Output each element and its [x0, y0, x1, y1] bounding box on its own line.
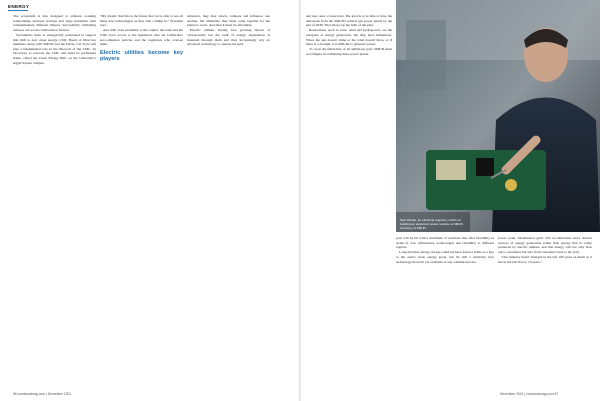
page-gutter [299, 0, 301, 401]
paragraph: and new ones or reservoirs. The goal is to be able to have the emissions from the SMUD's natural gas power plants by the end of 2030. That shows up the bulk of the plan. [306, 14, 392, 28]
paragraph: Renewables, such as solar, wind and hydropower, are the paragons of energy generation, but they have limitations. When the sun doesn't shine or the wind doesn't blow, or if there is a drought, it is difficult to generate power. [306, 28, 392, 47]
paragraph: "Our industry hasn't changed in the last 100 years as much as it has in the last five to 10 years." [498, 254, 592, 264]
section-tag: ENERGY [8, 4, 30, 9]
footer-left: 56 comstockmag.com | December 2021 [13, 392, 72, 396]
paragraph: The ecosystem is also designed to enhance working relationships between startups and large industries with complementary different cultures. Successfully combining cultures can avoid collaboration friction. [13, 14, 96, 32]
paragraph: goal will be hit with a multitude of solutions that offer flexibility in terms of cost, efficiencies, technologies and reliability to different regions. [396, 236, 494, 250]
article-column-4 [306, 14, 392, 388]
paragraph: Electric utilities already face growing threats of cybersecurity but the bulk of energy dependence is funneled through them and they increasingly rely on advanced technology to operate the grid. [187, 28, 270, 47]
article-column-1 [13, 14, 96, 388]
paragraph: power plant. Modernized grids will accommodate more diverse sources of energy generation rather than energy that is solely produced by electric utilities, and that energy will not only flow out to customers but also from customers back to the grid. [498, 236, 592, 254]
paragraph: Long-duration energy storage solutions have found a home as a key to the state's clean energy goals, but it's still a relatively new technology that isn't yet available at any commercial rate. [396, 250, 494, 264]
paragraph: existence, they may shock, compete and influence one another, but ultimately they must come together for the planet to work. And then it must be affordable. [187, 14, 270, 28]
engineer-photo [396, 0, 600, 232]
subheading: Electric utilities become key players [100, 49, 183, 63]
paragraph: Sacramento State is strategically positioned to support that shift to new clean energy. CMC Board of Directors members along with SMUD and the Davis, Cal State will play a fundamental role in the lifecycle of the CMC, its laboratory to relocate the CMC and build its permanent home, called the Clean Energy Hub, on the University's Aggie Square campus. [13, 32, 96, 65]
article-column-3 [187, 14, 270, 388]
paragraph: To cross the finish line of its ambitious goal, SMUD must reconfigure its remaining three power plants. [306, 47, 392, 56]
footer-right: December 2021 | comstockmag.com 57 [500, 392, 559, 396]
article-column-5 [396, 236, 494, 388]
article-column-6 [498, 236, 592, 388]
paragraph: "My dream: that this is the future that we're able to see all these new technologies as they start coming in," Bowman says. [100, 14, 183, 28]
article-column-2 [100, 14, 183, 388]
section-accent-bar [8, 10, 28, 11]
paragraph: And with close proximity to the capitol, the team and the CMC have access to the legislators who set California's zero-emission policies and the regulators who oversee them. [100, 28, 183, 47]
photo-caption: Sam Restle, an electrical engineer, works on building an electronic power module at SMUD. Courtesy of SMUD. [400, 218, 464, 230]
